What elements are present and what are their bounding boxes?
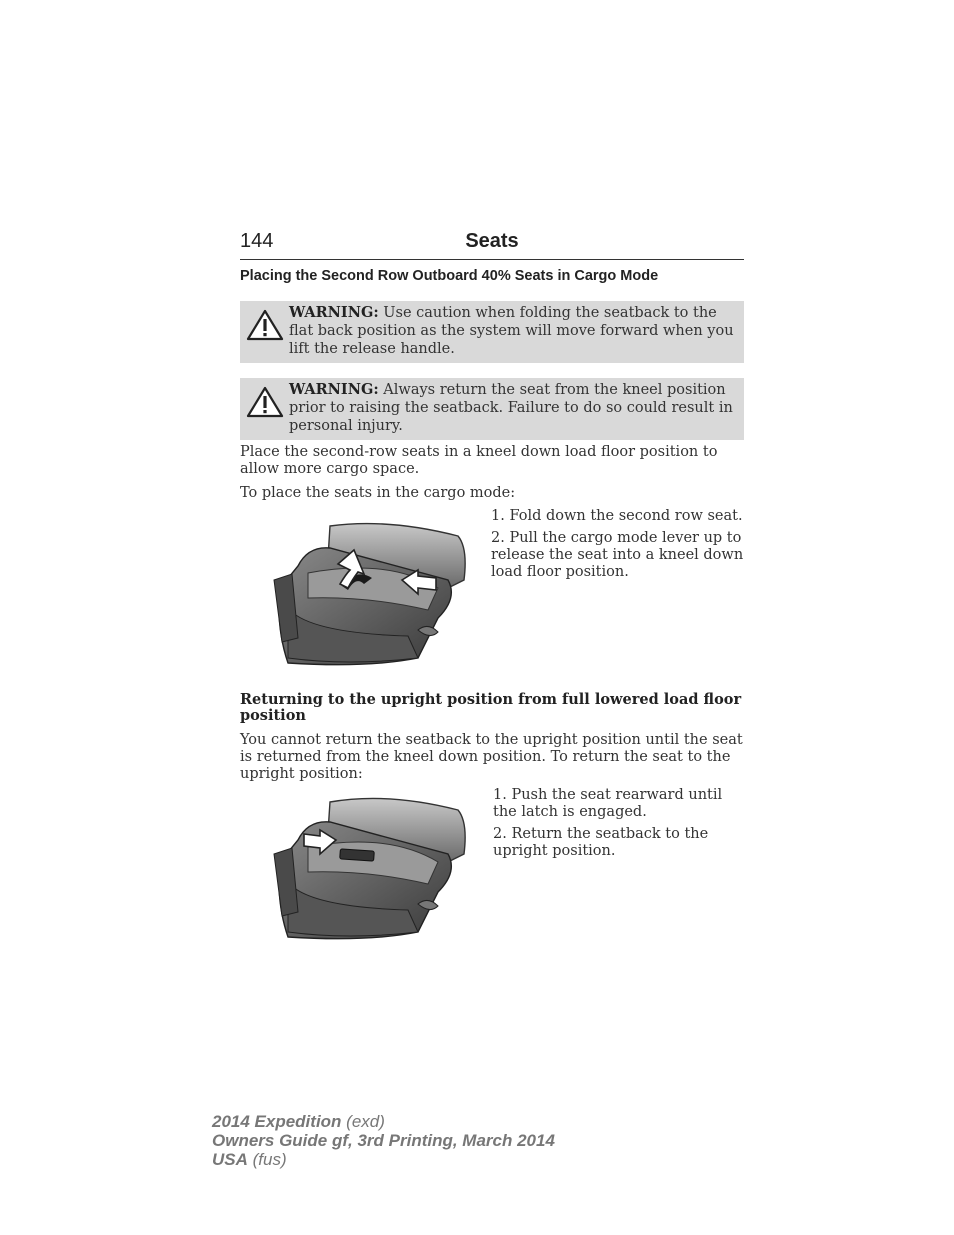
cargo-mode-illustration <box>268 518 470 670</box>
footer-model: 2014 Expedition <box>212 1112 342 1131</box>
upright-paragraph: You cannot return the seatback to the upright position until the seat is returned from the kneel down position. To return the seat to the upright position: <box>240 732 743 782</box>
warning-text: Always return the seat from the kneel position prior to raising the seatback. Failure to do so could result in personal injury. <box>289 382 733 434</box>
upright-step-1: 1. Push the seat rearward until the latch is engaged. <box>493 787 723 820</box>
footer-model-line <box>212 1112 732 1131</box>
upright-heading: Returning to the upright position from full lowered load floor position <box>240 691 742 724</box>
cargo-mode-paragraph: Place the second-row seats in a kneel down load floor position to allow more cargo space. <box>240 444 718 477</box>
upright-step-2: 2. Return the seatback to the upright position. <box>493 826 709 859</box>
footer-market-code: (fus) <box>252 1150 287 1169</box>
cargo-step-2: 2. Pull the cargo mode lever up to release the seat into a kneel down load floor position. <box>491 530 744 580</box>
footer-model-code: (exd) <box>346 1112 385 1131</box>
page-header <box>240 228 744 260</box>
page-footer <box>212 1112 732 1169</box>
page-title: Seats <box>465 230 519 252</box>
cargo-mode-heading: Placing the Second Row Outboard 40% Seats in Cargo Mode <box>240 268 659 284</box>
warning-label: WARNING: <box>289 381 379 398</box>
page-number: 144 <box>240 230 274 252</box>
footer-market-line <box>212 1150 732 1169</box>
footer-market: USA <box>212 1150 248 1169</box>
warning-box-fold <box>240 301 744 363</box>
footer-guide: Owners Guide gf, 3rd Printing, March 2014 <box>212 1131 555 1150</box>
cargo-mode-intro: To place the seats in the cargo mode: <box>240 485 516 501</box>
cargo-step-1: 1. Fold down the second row seat. <box>491 508 743 524</box>
warning-box-kneel <box>240 378 744 440</box>
warning-triangle-icon <box>246 385 284 419</box>
warning-label: WARNING: <box>289 304 379 321</box>
warning-text: Use caution when folding the seatback to the flat back position as the system will move forward when you lift the release handle. <box>289 305 734 357</box>
footer-guide-line <box>212 1131 732 1150</box>
warning-triangle-icon <box>246 308 284 342</box>
upright-illustration <box>268 792 470 944</box>
